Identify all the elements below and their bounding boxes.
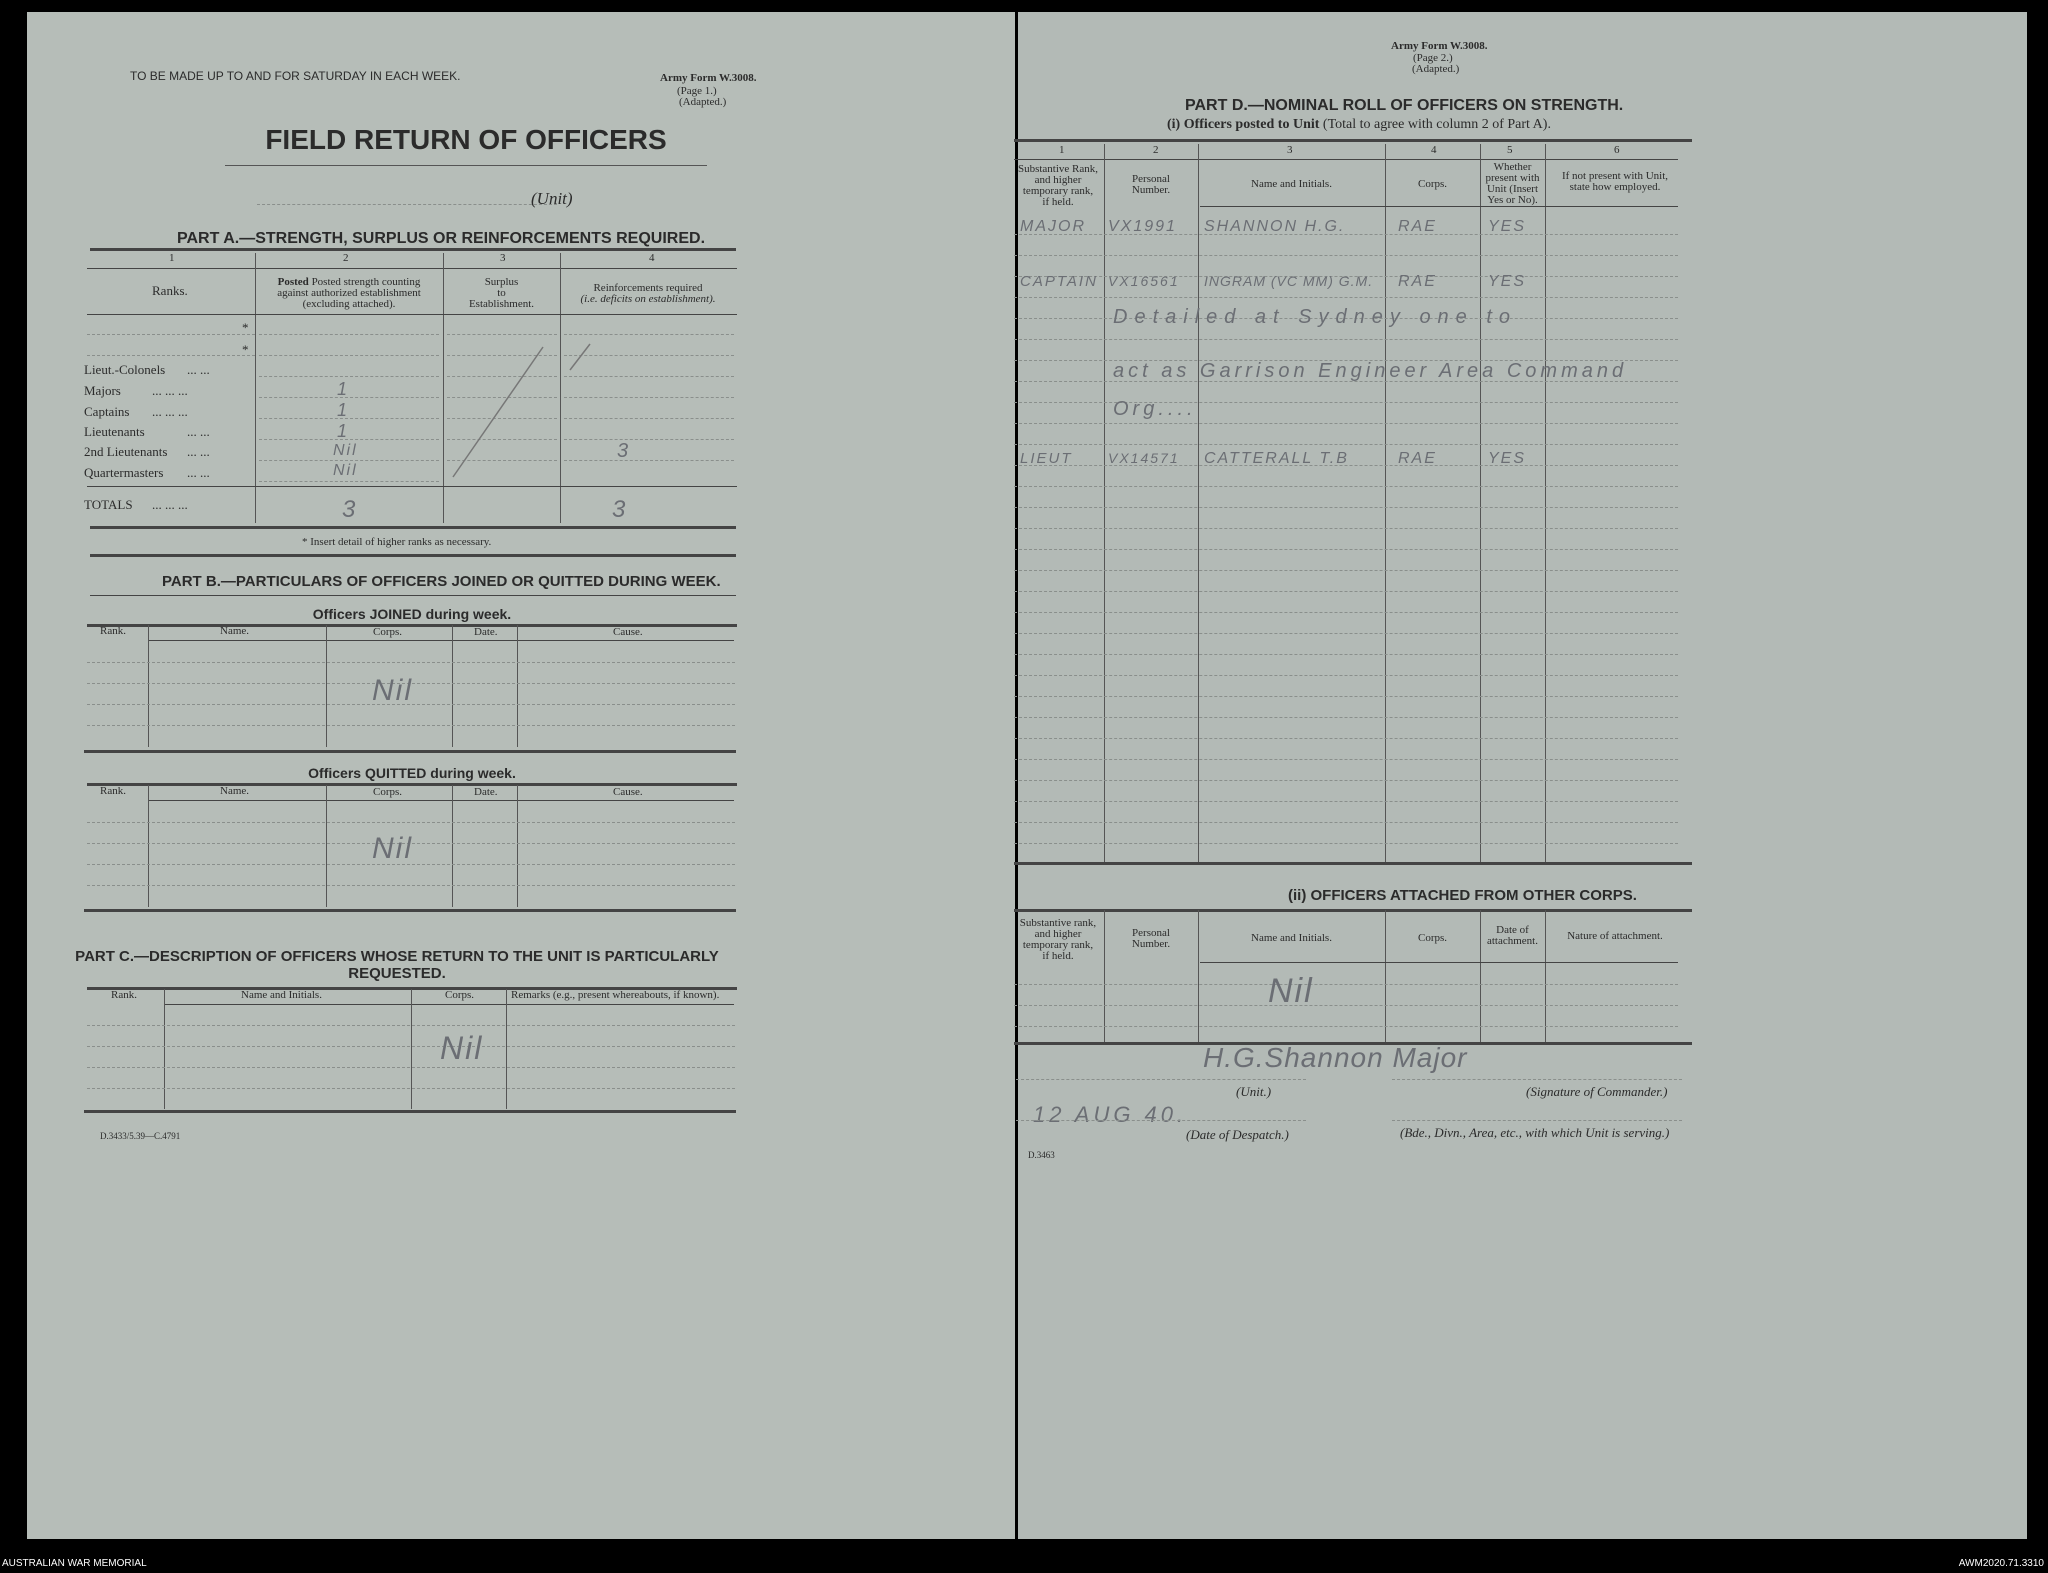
col-remarks: Remarks (e.g., present whereabouts, if known). <box>511 989 720 1001</box>
attached-col1-header: if held. <box>1042 950 1074 962</box>
col-corps: Corps. <box>373 626 403 638</box>
attached-col5-header: Date of <box>1496 924 1529 936</box>
rule <box>1014 159 1678 160</box>
posted-majors: 1 <box>337 379 350 399</box>
rank-dots: ... ... <box>187 465 210 480</box>
print-code: D.3433/5.39—C.4791 <box>100 1131 181 1141</box>
form-number: Army Form W.3008. <box>660 72 757 84</box>
col-number: 1 <box>169 252 175 264</box>
rank-dots: ... ... <box>187 362 210 377</box>
rule <box>148 640 734 641</box>
roll-row-2-number: VX16561 <box>1108 273 1180 289</box>
col-divider <box>1198 144 1199 862</box>
rule <box>164 1004 734 1005</box>
rule <box>84 909 736 912</box>
row-line <box>1014 759 1678 760</box>
col-date: Date. <box>474 626 498 638</box>
attached-col2-header: Number. <box>1131 938 1171 950</box>
rank-label: 2nd Lieutenants <box>84 444 168 459</box>
attached-col3-header: Name and Initials. <box>1251 932 1332 944</box>
rank-dots: ... ... <box>187 424 210 439</box>
row-line <box>1014 444 1678 445</box>
row-line <box>87 1046 735 1047</box>
roll-row-3-corps: RAE <box>1398 450 1437 467</box>
col-divider <box>1198 910 1199 1042</box>
rule <box>1200 962 1678 963</box>
unit-label: (Unit.) <box>1236 1084 1272 1099</box>
posted-quartermasters: Nil <box>333 462 358 479</box>
rank-dots: ... ... <box>187 444 210 459</box>
star-row-marker: * <box>242 320 249 335</box>
row-line <box>1014 591 1678 592</box>
row-line <box>564 439 734 440</box>
attached-col6-header: Nature of attachment. <box>1567 930 1663 942</box>
col5-header: Whether <box>1493 161 1532 173</box>
col4-header-2: (i.e. deficits on establishment). <box>580 293 716 305</box>
row-line <box>1014 801 1678 802</box>
col-number: 4 <box>649 252 655 264</box>
row-line <box>87 355 255 356</box>
col-number: 3 <box>500 252 506 264</box>
signature-label: (Signature of Commander.) <box>1526 1084 1668 1099</box>
col-name-initials: Name and Initials. <box>241 989 322 1001</box>
col2-header-3: (excluding attached). <box>302 298 396 310</box>
roll-row-2-name: INGRAM (VC MM) G.M. <box>1204 273 1374 289</box>
roll-row-1-name: SHANNON H.G. <box>1204 218 1346 235</box>
row-line <box>87 822 735 823</box>
col2-header: Personal <box>1132 173 1170 185</box>
title-underline <box>225 165 707 166</box>
roll-row-3-present: YES <box>1488 450 1527 467</box>
col4-header: Corps. <box>1417 178 1448 190</box>
col-corps: Corps. <box>445 989 475 1001</box>
col-divider <box>1385 910 1386 1042</box>
reinforcement-tick <box>560 342 600 372</box>
part-d-heading: PART D.—NOMINAL ROLL OF OFFICERS ON STRENGTH. <box>1185 97 1624 114</box>
col1-header: temporary rank, <box>1022 185 1094 197</box>
adapted-note: (Adapted.) <box>679 96 727 108</box>
part-c-heading-1: PART C.—DESCRIPTION OF OFFICERS WHOSE RETURN TO THE UNIT IS PARTICULARLY <box>75 948 719 965</box>
totals-dots: ... ... ... <box>152 497 188 512</box>
quitted-entry: Nil <box>372 832 413 865</box>
row-line <box>1014 423 1678 424</box>
rule <box>84 1110 736 1113</box>
col5-header: Yes or No). <box>1487 194 1538 206</box>
surplus-strike-line <box>443 342 560 482</box>
rule <box>87 268 737 269</box>
reinforcements-2nd-lieutenants: 3 <box>617 440 631 462</box>
col6-header: state how employed. <box>1569 181 1661 193</box>
col2-header: Number. <box>1131 184 1171 196</box>
row-line <box>87 1067 735 1068</box>
unit-label: (Unit) <box>531 189 573 208</box>
attached-col1-header: and higher <box>1034 928 1082 940</box>
row-line <box>1014 1026 1678 1027</box>
signature-line <box>1392 1079 1682 1080</box>
row-line <box>1014 255 1678 256</box>
rule <box>87 486 737 487</box>
roll-row-3-rank: LIEUT <box>1020 450 1073 467</box>
rank-label: Lieut.-Colonels <box>84 362 166 377</box>
col3-header-3: Establishment. <box>468 298 535 310</box>
unit-line <box>1016 1079 1306 1080</box>
row-line <box>87 662 735 663</box>
rule <box>1014 139 1692 142</box>
row-line <box>1014 654 1678 655</box>
col-divider <box>517 785 518 907</box>
col-name: Name. <box>220 785 250 797</box>
row-line <box>259 481 439 482</box>
quitted-heading: Officers QUITTED during week. <box>308 765 516 781</box>
posted-lieutenants: 1 <box>337 421 350 441</box>
row-line <box>259 376 439 377</box>
archive-credit: AUSTRALIAN WAR MEMORIAL <box>2 1558 147 1569</box>
row-line <box>87 725 735 726</box>
rule <box>90 526 736 529</box>
attached-col1-header: temporary rank, <box>1022 939 1094 951</box>
rule <box>1200 206 1678 207</box>
col-divider <box>148 785 149 907</box>
date-of-despatch-value: 12 AUG 40. <box>1033 1102 1188 1127</box>
print-code: D.3463 <box>1028 1150 1055 1160</box>
row-line <box>1014 717 1678 718</box>
form-number: Army Form W.3008. <box>1391 40 1488 52</box>
roll-row-3-number: VX14571 <box>1108 450 1180 466</box>
rank-label: Captains <box>84 404 130 419</box>
col6-header: If not present with Unit, <box>1561 170 1668 182</box>
col-name: Name. <box>220 625 250 637</box>
col-number: 4 <box>1431 144 1437 156</box>
col-number: 3 <box>1287 144 1293 156</box>
col-divider <box>517 625 518 747</box>
col-divider <box>326 625 327 747</box>
bde-label: (Bde., Divn., Area, etc., with which Unit is serving.) <box>1400 1125 1670 1140</box>
col-divider <box>1385 144 1386 862</box>
col-number: 5 <box>1507 144 1513 156</box>
col-number: 6 <box>1614 144 1620 156</box>
col3-header: Name and Initials. <box>1251 178 1332 190</box>
col-divider <box>452 625 453 747</box>
rule <box>1014 909 1692 912</box>
col-divider <box>1104 144 1105 862</box>
col-cause: Cause. <box>613 626 643 638</box>
row-line <box>564 397 734 398</box>
form-title: FIELD RETURN OF OFFICERS <box>265 124 667 155</box>
row-line <box>87 885 735 886</box>
row-line <box>87 334 255 335</box>
commander-signature: H.G.Shannon Major <box>1203 1042 1468 1073</box>
page-number: (Page 2.) <box>1413 52 1453 64</box>
row-line <box>1014 984 1678 985</box>
form-page-2 <box>1018 12 2027 1539</box>
roll-note-2: act as Garrison Engineer Area Command <box>1113 360 1628 382</box>
form-page-1 <box>27 12 1015 1539</box>
col-date: Date. <box>474 786 498 798</box>
rank-label: Quartermasters <box>84 465 164 480</box>
row-line <box>1014 633 1678 634</box>
col5-header: Unit (Insert <box>1486 183 1538 195</box>
posted-2nd-lieutenants: Nil <box>333 442 358 459</box>
attached-col4-header: Corps. <box>1417 932 1448 944</box>
part-a-heading: PART A.—STRENGTH, SURPLUS OR REINFORCEMENTS REQUIRED. <box>177 230 706 247</box>
top-note: TO BE MADE UP TO AND FOR SATURDAY IN EACH WEEK. <box>130 69 461 83</box>
col-divider <box>164 989 165 1109</box>
catalogue-number: AWM2020.71.3310 <box>1958 1558 2044 1569</box>
part-c-entry: Nil <box>440 1030 484 1066</box>
row-line <box>1014 822 1678 823</box>
part-d-sub-bold: (i) Officers posted to Unit <box>1167 117 1320 132</box>
joined-heading: Officers JOINED during week. <box>312 606 512 622</box>
rule <box>90 248 736 251</box>
bde-line <box>1392 1120 1682 1121</box>
col1-header: if held. <box>1042 196 1074 208</box>
attached-col5-header: attachment. <box>1486 935 1538 947</box>
col-number: 2 <box>343 252 349 264</box>
star-row-marker: * <box>242 342 249 357</box>
row-line <box>1014 486 1678 487</box>
roll-note-3: Org.... <box>1113 398 1197 420</box>
rule <box>90 595 736 596</box>
attached-entry: Nil <box>1268 972 1314 1010</box>
part-a-footnote: * Insert detail of higher ranks as necessary. <box>302 536 492 548</box>
col3-header-2: to <box>497 287 506 299</box>
row-line <box>1014 549 1678 550</box>
total-reinforcements: 3 <box>612 496 628 523</box>
col-divider <box>1545 144 1546 862</box>
date-line <box>1016 1120 1306 1121</box>
col-divider <box>452 785 453 907</box>
row-line <box>1014 843 1678 844</box>
col-divider <box>411 989 412 1109</box>
unit-line <box>257 204 557 205</box>
rank-dots: ... ... ... <box>152 404 188 419</box>
rule <box>90 554 736 557</box>
col-cause: Cause. <box>613 786 643 798</box>
date-label: (Date of Despatch.) <box>1186 1127 1289 1142</box>
col4-header-1: Reinforcements required <box>593 282 703 294</box>
rule <box>148 800 734 801</box>
roll-row-2-rank: CAPTAIN <box>1020 273 1098 290</box>
row-line <box>1014 738 1678 739</box>
rank-label: Majors <box>84 383 121 398</box>
col-number: 1 <box>1059 144 1065 156</box>
rule <box>87 314 737 315</box>
roll-row-3-name: CATTERALL T.B <box>1204 450 1349 467</box>
col-number: 2 <box>1153 144 1159 156</box>
roll-row-1-rank: MAJOR <box>1020 218 1086 235</box>
rank-dots: ... ... ... <box>152 383 188 398</box>
page-number: (Page 1.) <box>677 85 717 97</box>
col2-header-2: against authorized establishment <box>277 287 421 299</box>
roll-note-1: Detailed at Sydney one to <box>1113 306 1518 328</box>
col1-header: Substantive Rank, <box>1017 163 1099 175</box>
row-line <box>1014 1005 1678 1006</box>
joined-entry: Nil <box>372 674 413 707</box>
roll-row-2-present: YES <box>1488 273 1527 290</box>
col-ranks-header: Ranks. <box>152 283 188 298</box>
row-line <box>564 460 734 461</box>
roll-row-2-corps: RAE <box>1398 273 1437 290</box>
part-c-heading-2: REQUESTED. <box>348 965 446 982</box>
col-rank: Rank. <box>111 989 137 1001</box>
row-line <box>564 334 734 335</box>
row-line <box>87 1088 735 1089</box>
row-line <box>259 460 439 461</box>
totals-label: TOTALS <box>84 497 133 512</box>
roll-row-1-corps: RAE <box>1398 218 1437 235</box>
col-divider <box>1480 144 1481 862</box>
col5-header: present with <box>1485 172 1540 184</box>
row-line <box>259 334 439 335</box>
rule <box>1014 862 1692 865</box>
attached-col2-header: Personal <box>1132 927 1170 939</box>
col-rank: Rank. <box>100 785 126 797</box>
row-line <box>447 334 557 335</box>
col-divider <box>148 625 149 747</box>
row-line <box>87 1025 735 1026</box>
col1-header: and higher <box>1034 174 1082 186</box>
col-rank: Rank. <box>100 625 126 637</box>
attached-heading: (ii) OFFICERS ATTACHED FROM OTHER CORPS. <box>1288 887 1637 904</box>
part-d-sub-rest: (Total to agree with column 2 of Part A). <box>1322 117 1551 132</box>
row-line <box>1014 528 1678 529</box>
rank-label: Lieutenants <box>84 424 145 439</box>
col-corps: Corps. <box>373 786 403 798</box>
row-line <box>1014 339 1678 340</box>
row-line <box>259 355 439 356</box>
adapted-note: (Adapted.) <box>1412 63 1460 75</box>
row-line <box>1014 507 1678 508</box>
row-line <box>1014 297 1678 298</box>
row-line <box>1014 780 1678 781</box>
col-divider <box>326 785 327 907</box>
row-line <box>1014 570 1678 571</box>
part-d-subheading <box>1167 117 1551 133</box>
col-divider <box>506 989 507 1109</box>
rule <box>84 750 736 753</box>
row-line <box>1014 675 1678 676</box>
col2-header-text: Posted strength counting <box>311 276 421 288</box>
row-line <box>1014 612 1678 613</box>
col3-header-1: Surplus <box>484 276 519 288</box>
row-line <box>564 376 734 377</box>
posted-captains: 1 <box>337 400 350 420</box>
roll-row-1-number: VX1991 <box>1108 218 1177 235</box>
roll-row-1-present: YES <box>1488 218 1527 235</box>
total-posted: 3 <box>342 496 358 523</box>
part-b-heading: PART B.—PARTICULARS OF OFFICERS JOINED OR QUITTED DURING WEEK. <box>162 573 721 590</box>
row-line <box>564 418 734 419</box>
row-line <box>1014 696 1678 697</box>
col2-header-1: Posted Posted strength counting <box>277 276 421 288</box>
attached-col1-header: Substantive rank, <box>1019 917 1097 929</box>
